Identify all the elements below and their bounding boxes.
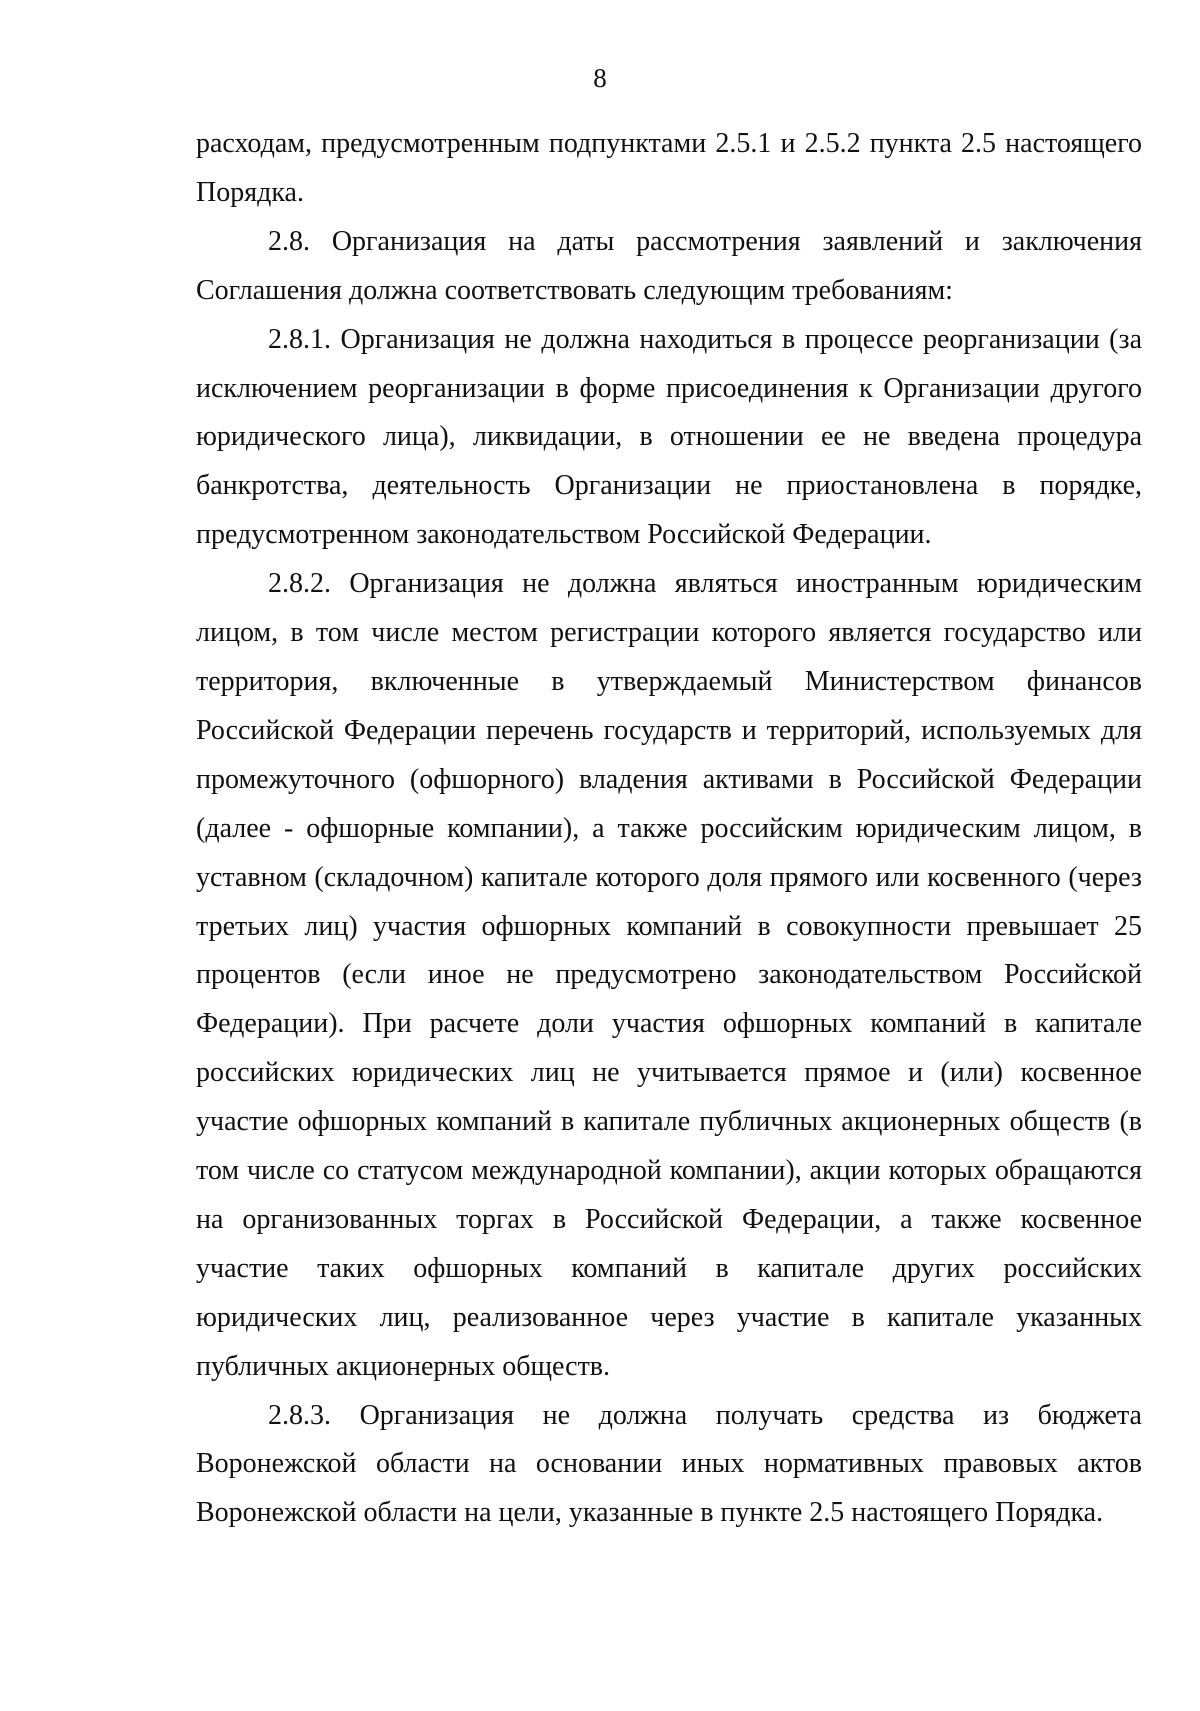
paragraph-2-8: 2.8. Организация на даты рассмотрения заявлений и заключения Соглашения должна соответствовать следующим требованиям: <box>196 225 1142 306</box>
document-body <box>196 120 1142 1538</box>
page-number: 8 <box>593 63 607 93</box>
paragraph-2-8-3: 2.8.3. Организация не должна получать средства из бюджета Воронежской области на основании иных нормативных правовых актов Воронежской области на цели, указанные в пункте 2.5 настоящего Порядка. <box>196 1399 1142 1529</box>
paragraph-continuation: расходам, предусмотренным подпунктами 2.5.1 и 2.5.2 пункта 2.5 настоящего Порядка. <box>196 128 1142 208</box>
paragraph-2-8-2: 2.8.2. Организация не должна являться иностранным юридическим лицом, в том числе местом регистрации которого является государство или территория, включенные в утверждаемый Министерством финансов Российской Федерации перечень государств и территорий, используемых для промежуточного (офшорного) владения активами в Российской Федерации (далее - офшорные компании), а также российским юридическим лицом, в уставном (складочном) капитале которого доля прямого или косвенного (через третьих лиц) участия офшорных компаний в совокупности превышает 25 процентов (если иное не предусмотрено законодательством Российской Федерации). При расчете доли участия офшорных компаний в капитале российских юридических лиц не учитывается прямое и (или) косвенное участие офшорных компаний в капитале публичных акционерных обществ (в том числе со статусом международной компании), акции которых обращаются на организованных торгах в Российской Федерации, а также косвенное участие таких офшорных компаний в капитале других российских юридических лиц, реализованное через участие в капитале указанных публичных акционерных обществ. <box>196 568 1142 1382</box>
paragraph-2-8-1: 2.8.1. Организация не должна находиться в процессе реорганизации (за исключением реорганизации в форме присоединения к Организации другого юридического лица), ликвидации, в отношении ее не введена процедура банкротства, деятельность Организации не приостановлена в порядке, предусмотренном законодательством Российской Федерации. <box>196 323 1142 551</box>
